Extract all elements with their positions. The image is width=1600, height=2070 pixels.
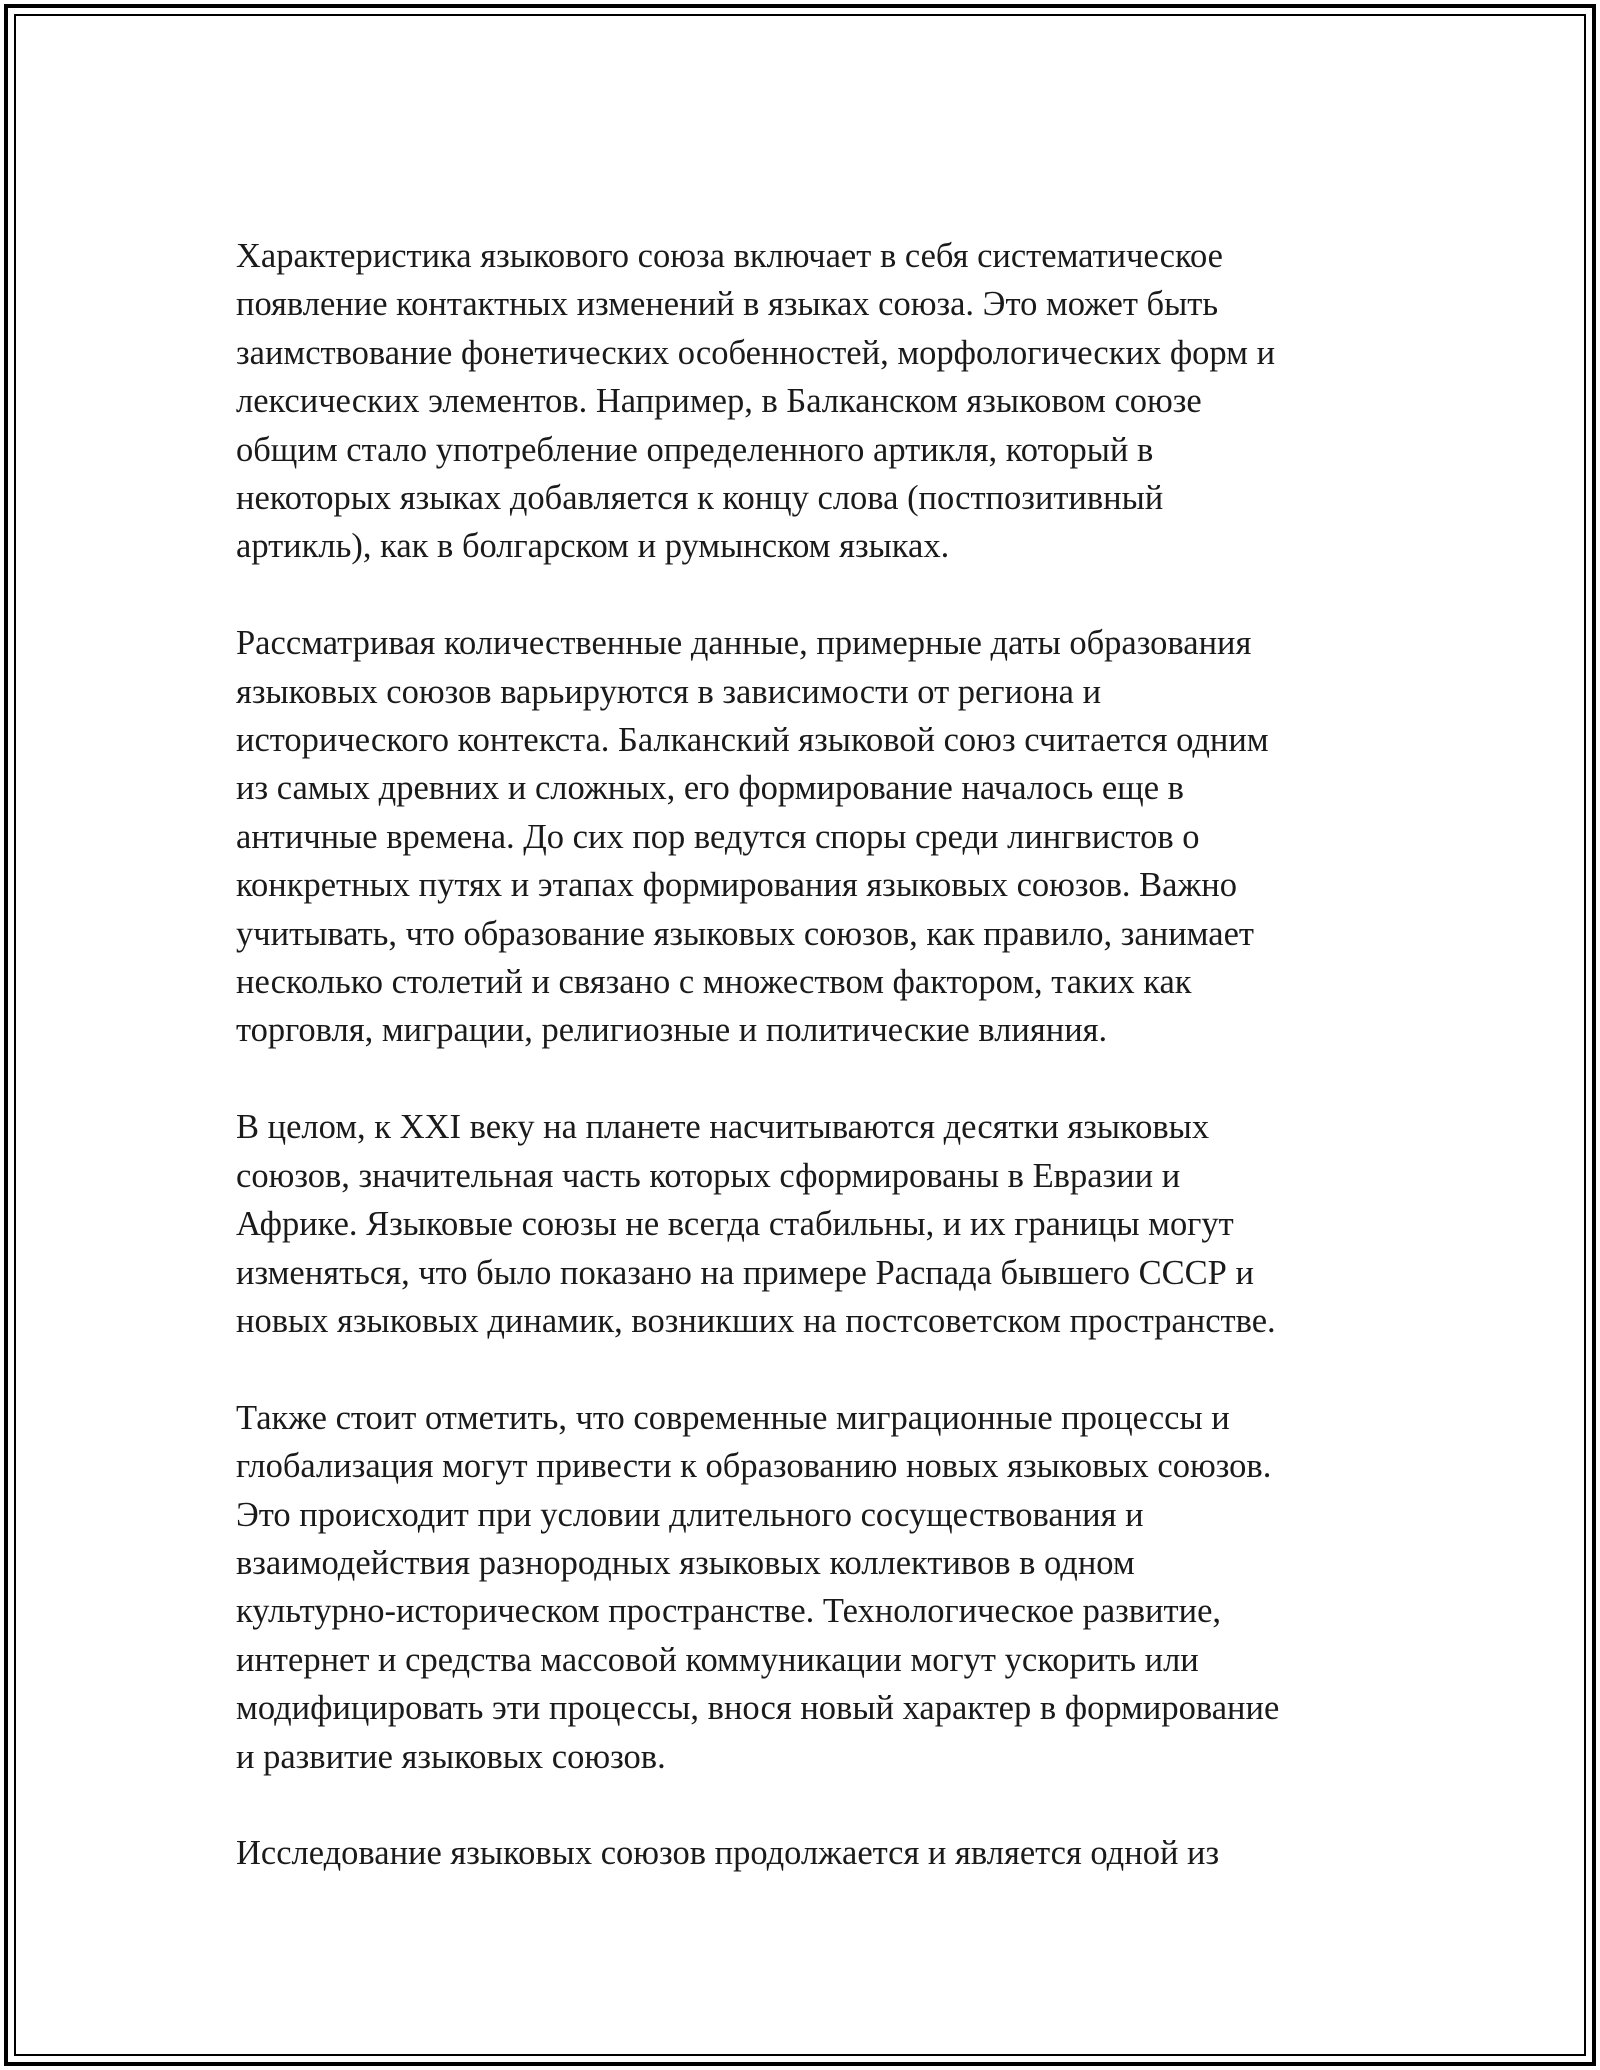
text-line: взаимодействия разнородных языковых коллективов в одном bbox=[236, 1543, 1135, 1582]
text-line: заимствование фонетических особенностей, морфологических форм и bbox=[236, 333, 1276, 372]
text-line: артикль), как в болгарском и румынском языках. bbox=[236, 527, 950, 566]
text-line: исторического контекста. Балканский языковой союз считается одним bbox=[236, 721, 1269, 760]
text-line: Также стоит отметить, что современные миграционные процессы и bbox=[236, 1398, 1230, 1437]
text-line: учитывать, что образование языковых союзов, как правило, занимает bbox=[236, 914, 1254, 953]
paragraph-5 bbox=[236, 1829, 1366, 1877]
paragraph-2 bbox=[236, 619, 1366, 1055]
text-line: и развитие языковых союзов. bbox=[236, 1737, 666, 1776]
paragraph-1 bbox=[236, 232, 1366, 571]
text-line: лексических элементов. Например, в Балканском языковом союзе bbox=[236, 382, 1202, 421]
text-line: Это происходит при условии длительного сосуществования и bbox=[236, 1495, 1144, 1534]
text-line: изменяться, что было показано на примере Распада бывшего СССР и bbox=[236, 1253, 1254, 1292]
text-line: Исследование языковых союзов продолжается и является одной из bbox=[236, 1834, 1220, 1873]
text-line: Рассматривая количественные данные, примерные даты образования bbox=[236, 624, 1252, 663]
text-line: глобализация могут привести к образованию новых языковых союзов. bbox=[236, 1447, 1272, 1486]
text-line: общим стало употребление определенного артикля, который в bbox=[236, 430, 1154, 469]
text-line: культурно-историческом пространстве. Технологическое развитие, bbox=[236, 1592, 1222, 1631]
text-line: В целом, к XXI веку на планете насчитываются десятки языковых bbox=[236, 1108, 1210, 1147]
paragraph-4 bbox=[236, 1394, 1366, 1781]
text-line: интернет и средства массовой коммуникации могут ускорить или bbox=[236, 1640, 1199, 1679]
paragraph-3 bbox=[236, 1103, 1366, 1345]
text-line: языковых союзов варьируются в зависимости от региона и bbox=[236, 672, 1102, 711]
text-line: новых языковых динамик, возникших на постсоветском пространстве. bbox=[236, 1301, 1276, 1340]
text-line: несколько столетий и связано с множеством фактором, таких как bbox=[236, 963, 1192, 1002]
text-line: модифицировать эти процессы, внося новый характер в формирование bbox=[236, 1689, 1280, 1728]
document-body bbox=[236, 232, 1366, 1926]
text-line: конкретных путях и этапах формирования языковых союзов. Важно bbox=[236, 866, 1238, 905]
text-line: античные времена. До сих пор ведутся споры среди лингвистов о bbox=[236, 817, 1200, 856]
text-line: Африке. Языковые союзы не всегда стабильны, и их границы могут bbox=[236, 1205, 1234, 1244]
text-line: некоторых языках добавляется к концу слова (постпозитивный bbox=[236, 479, 1164, 518]
text-line: появление контактных изменений в языках союза. Это может быть bbox=[236, 285, 1219, 324]
text-line: Характеристика языкового союза включает в себя систематическое bbox=[236, 237, 1223, 275]
text-line: торговля, миграции, религиозные и политические влияния. bbox=[236, 1011, 1108, 1050]
text-line: из самых древних и сложных, его формирование началось еще в bbox=[236, 769, 1184, 808]
text-line: союзов, значительная часть которых сформированы в Евразии и bbox=[236, 1156, 1181, 1195]
